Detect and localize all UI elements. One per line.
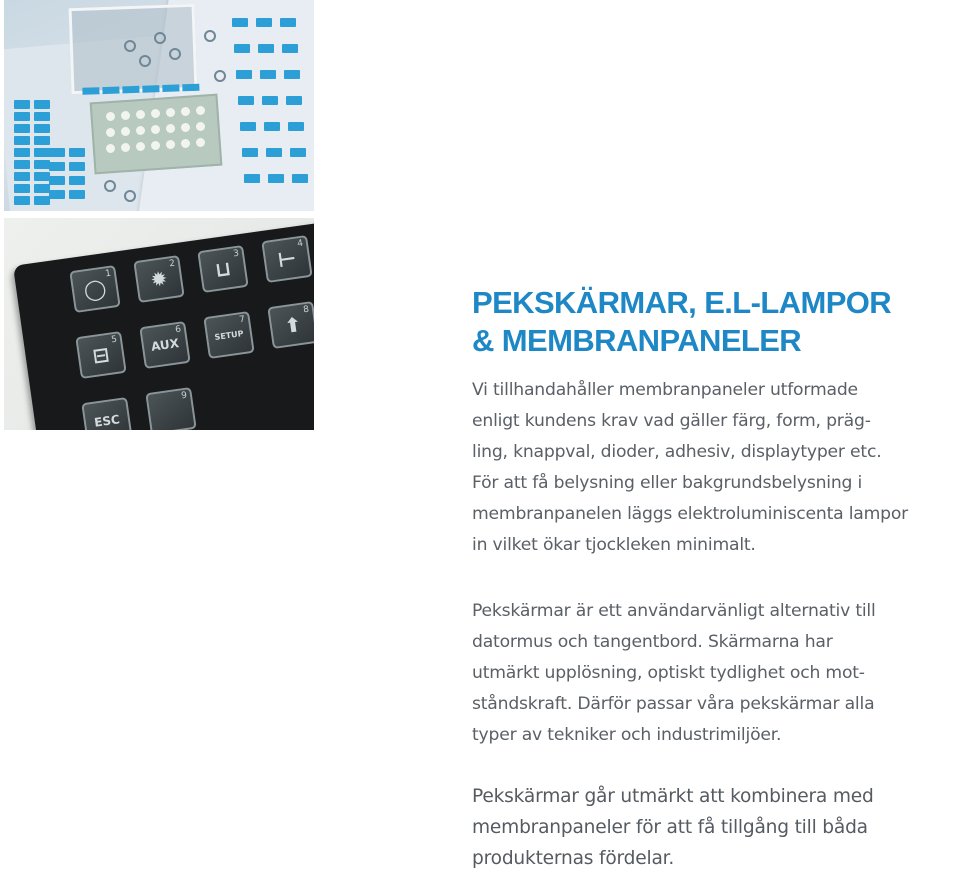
led-dot [151,125,160,134]
membrane-key [14,136,30,145]
button-ring [154,32,166,44]
membrane-key [292,174,308,183]
membrane-key [238,96,254,105]
button-ring [104,180,116,192]
led-dot [196,138,205,147]
text-line: Pekskärmar går utmärkt att kombinera med [472,786,874,807]
key-number: 4 [296,238,304,250]
text-line: membranpaneler för att få tillgång till båda [472,817,868,838]
membrane-key [34,136,50,145]
led-dot [196,122,205,131]
membrane-key [236,70,252,79]
text-line: membranpanelen läggs elektroluminiscenta lampor [472,504,909,524]
membrane-key [34,172,50,181]
engine-icon: ◯ [82,275,108,303]
text-line: ling, knappval, dioder, adhesiv, displaytyper etc. [472,442,882,462]
button-ring [214,70,226,82]
text-line: produkternas fördelar. [472,848,675,869]
keypad-key [261,235,312,283]
tank-icon: ⊔ [213,256,233,282]
page-title [472,284,952,360]
button-ring [139,55,151,67]
title-line: & MEMBRANPANELER [472,323,802,358]
membrane-key [14,112,30,121]
membrane-key [34,148,50,157]
membrane-key [69,190,85,199]
membrane-key [232,18,248,27]
text-line: För att få belysning eller bakgrundsbelysning i [472,473,863,493]
keypad-key [69,265,120,313]
led-dot [106,128,115,137]
led-dot [136,110,145,119]
membrane-key [282,44,298,53]
text-line: Vi tillhandahåller membranpaneler utformade [472,380,858,400]
key-label: SETUP [213,328,245,342]
led-dot [166,108,175,117]
membrane-key [280,18,296,27]
paragraph-touchscreen [472,596,960,751]
membrane-panel-photo [4,0,314,211]
membrane-key [34,184,50,193]
membrane-key [258,44,274,53]
arrow-up-icon: ⬆ [283,311,303,339]
membrane-key [234,44,250,53]
led-dot [196,106,205,115]
membrane-key [256,18,272,27]
membrane-key [240,122,256,131]
key-number: 1 [104,268,112,280]
led-dot [181,107,190,116]
membrane-key [69,162,85,171]
membrane-key [34,112,50,121]
key-number: 2 [168,258,176,270]
gear-icon: ✹ [149,265,169,293]
led-dot [121,111,130,120]
membrane-key [34,124,50,133]
button-ring [124,190,136,202]
membrane-key [242,148,258,157]
led-dot [136,142,145,151]
membrane-key [284,70,300,79]
keypad-key [203,311,254,359]
keypad-key [267,301,314,349]
membrane-key [260,70,276,79]
membrane-key [14,124,30,133]
text-line: utmärkt upplösning, optiskt tydlighet och mot- [472,663,865,683]
key-label: AUX [150,336,180,354]
axle-icon: ⊢ [276,245,298,273]
membrane-key [244,174,260,183]
button-ring [204,30,216,42]
membrane-key [290,148,306,157]
key-number: 7 [238,314,246,326]
key-label: ESC [93,412,121,430]
led-dot [106,144,115,153]
led-dot [121,143,130,152]
key-number: 9 [180,390,188,402]
text-line: in vilket ökar tjockleken minimalt. [472,535,756,555]
led-dot [151,109,160,118]
keypad-key [133,255,184,303]
keypad-key [81,397,132,430]
led-dot [136,126,145,135]
battery-icon: ⊟ [91,341,111,369]
membrane-key [69,148,85,157]
key-number: 5 [110,334,118,346]
membrane-key [266,148,282,157]
membrane-key [34,100,50,109]
paragraph-membrane [472,375,960,561]
paragraph-combination [472,781,960,873]
membrane-key [34,160,50,169]
membrane-key [34,196,50,205]
membrane-key [286,96,302,105]
membrane-key [49,162,65,171]
led-dot [151,141,160,150]
led-dot [166,140,175,149]
text-line: typer av tekniker och industrimiljöer. [472,725,782,745]
membrane-key [288,122,304,131]
title-line: PEKSKÄRMAR, E.L-LAMPOR [472,285,892,320]
keypad-photo [4,218,314,430]
button-ring [169,48,181,60]
keypad-key [197,245,248,293]
membrane-key [14,184,30,193]
membrane-key [268,174,284,183]
membrane-key [69,176,85,185]
led-dot [106,112,115,121]
text-line: enligt kundens krav vad gäller färg, form, präg- [472,411,871,431]
keypad-key [139,321,190,369]
membrane-key [49,176,65,185]
text-line: datormus och tangentbord. Skärmarna har [472,632,833,652]
membrane-key [264,122,280,131]
text-line: Pekskärmar är ett användarvänligt alternativ till [472,601,876,621]
membrane-key [262,96,278,105]
membrane-key [49,190,65,199]
membrane-key [14,148,30,157]
membrane-key [14,196,30,205]
key-number: 6 [174,324,182,336]
membrane-key [14,100,30,109]
membrane-key [14,172,30,181]
keypad-key [145,387,196,430]
led-dot [121,127,130,136]
key-number: 8 [302,304,310,316]
led-dot [166,124,175,133]
key-number: 3 [232,248,240,260]
keypad-key [75,331,126,379]
button-ring [124,40,136,52]
membrane-key [49,148,65,157]
led-dot [181,123,190,132]
membrane-key [14,160,30,169]
led-dot [181,139,190,148]
text-line: ståndskraft. Därför passar våra pekskärmar alla [472,694,875,714]
